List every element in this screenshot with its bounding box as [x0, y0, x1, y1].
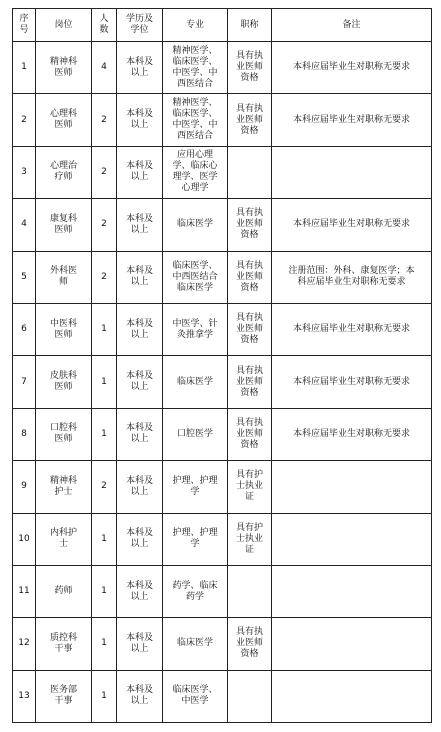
- cell-notes: 本科应届毕业生对职称无要求: [272, 356, 432, 408]
- cell-count: 2: [92, 461, 117, 513]
- cell-position: 精神科 医师: [36, 42, 92, 94]
- header-row: [13, 9, 432, 42]
- cell-title: 具有执 业医师 资格: [228, 94, 272, 146]
- cell-no: 5: [13, 251, 36, 303]
- cell-education: 本科及 以上: [117, 618, 163, 670]
- recruitment-table: [12, 8, 432, 723]
- cell-title: 具有执 业医师 资格: [228, 303, 272, 355]
- cell-count: 1: [92, 408, 117, 460]
- header-position: 岗位: [36, 9, 92, 42]
- table-row: [13, 199, 432, 251]
- cell-education: 本科及 以上: [117, 565, 163, 617]
- cell-position: 内科护 士: [36, 513, 92, 565]
- cell-position: 皮肤科 医师: [36, 356, 92, 408]
- cell-position: 中医科 医师: [36, 303, 92, 355]
- table-row: [13, 670, 432, 722]
- cell-title: 具有护 士执业 证: [228, 513, 272, 565]
- cell-notes: [272, 565, 432, 617]
- cell-major: 精神医学、 临床医学、 中医学、中 西医结合: [163, 42, 228, 94]
- cell-position: 心理科 医师: [36, 94, 92, 146]
- cell-title: 具有执 业医师 资格: [228, 199, 272, 251]
- cell-no: 7: [13, 356, 36, 408]
- cell-title: 具有执 业医师 资格: [228, 42, 272, 94]
- cell-education: 本科及 以上: [117, 94, 163, 146]
- cell-count: 2: [92, 94, 117, 146]
- table-row: [13, 618, 432, 670]
- header-title: 职称: [228, 9, 272, 42]
- cell-no: 2: [13, 94, 36, 146]
- cell-count: 2: [92, 251, 117, 303]
- cell-education: 本科及 以上: [117, 303, 163, 355]
- cell-notes: 本科应届毕业生对职称无要求: [272, 408, 432, 460]
- cell-major: 护理、护理 学: [163, 513, 228, 565]
- cell-notes: 注册范围：外科、康复医学；本 科应届毕业生对职称无要求: [272, 251, 432, 303]
- cell-education: 本科及 以上: [117, 146, 163, 198]
- cell-notes: [272, 618, 432, 670]
- cell-education: 本科及 以上: [117, 356, 163, 408]
- header-count: 人 数: [92, 9, 117, 42]
- cell-education: 本科及 以上: [117, 408, 163, 460]
- cell-major: 精神医学、 临床医学、 中医学、中 西医结合: [163, 94, 228, 146]
- cell-notes: [272, 670, 432, 722]
- cell-major: 口腔医学: [163, 408, 228, 460]
- table-body: [13, 42, 432, 723]
- table-row: [13, 303, 432, 355]
- cell-title: 具有执 业医师 资格: [228, 356, 272, 408]
- header-education: 学历及 学位: [117, 9, 163, 42]
- cell-count: 1: [92, 303, 117, 355]
- cell-title: 具有执 业医师 资格: [228, 618, 272, 670]
- cell-major: 应用心理 学、临床心 理学、医学 心理学: [163, 146, 228, 198]
- cell-count: 1: [92, 670, 117, 722]
- cell-count: 4: [92, 42, 117, 94]
- cell-education: 本科及 以上: [117, 251, 163, 303]
- cell-education: 本科及 以上: [117, 199, 163, 251]
- cell-education: 本科及 以上: [117, 42, 163, 94]
- cell-count: 2: [92, 199, 117, 251]
- cell-no: 8: [13, 408, 36, 460]
- cell-education: 本科及 以上: [117, 670, 163, 722]
- cell-notes: 本科应届毕业生对职称无要求: [272, 199, 432, 251]
- cell-title: [228, 670, 272, 722]
- cell-major: 护理、护理 学: [163, 461, 228, 513]
- cell-no: 3: [13, 146, 36, 198]
- cell-notes: [272, 146, 432, 198]
- cell-no: 11: [13, 565, 36, 617]
- cell-position: 药师: [36, 565, 92, 617]
- cell-position: 精神科 护士: [36, 461, 92, 513]
- table-row: [13, 408, 432, 460]
- table-row: [13, 146, 432, 198]
- cell-position: 口腔科 医师: [36, 408, 92, 460]
- table-row: [13, 513, 432, 565]
- cell-notes: [272, 461, 432, 513]
- table-row: [13, 94, 432, 146]
- cell-major: 临床医学: [163, 199, 228, 251]
- cell-no: 10: [13, 513, 36, 565]
- cell-education: 本科及 以上: [117, 513, 163, 565]
- cell-no: 13: [13, 670, 36, 722]
- cell-count: 1: [92, 565, 117, 617]
- table-row: [13, 251, 432, 303]
- cell-notes: [272, 513, 432, 565]
- cell-title: 具有护 士执业 证: [228, 461, 272, 513]
- cell-position: 外科医 师: [36, 251, 92, 303]
- cell-notes: 本科应届毕业生对职称无要求: [272, 94, 432, 146]
- cell-title: [228, 565, 272, 617]
- header-major: 专业: [163, 9, 228, 42]
- cell-no: 6: [13, 303, 36, 355]
- header-notes: 备注: [272, 9, 432, 42]
- cell-count: 1: [92, 513, 117, 565]
- table-row: [13, 356, 432, 408]
- cell-major: 药学、临床 药学: [163, 565, 228, 617]
- cell-title: [228, 146, 272, 198]
- cell-education: 本科及 以上: [117, 461, 163, 513]
- cell-major: 临床医学: [163, 356, 228, 408]
- cell-notes: 本科应届毕业生对职称无要求: [272, 303, 432, 355]
- cell-title: 具有执 业医师 资格: [228, 408, 272, 460]
- cell-position: 心理治 疗师: [36, 146, 92, 198]
- cell-major: 临床医学: [163, 618, 228, 670]
- cell-major: 临床医学、 中医学: [163, 670, 228, 722]
- table-row: [13, 42, 432, 94]
- cell-no: 4: [13, 199, 36, 251]
- cell-position: 质控科 干事: [36, 618, 92, 670]
- cell-no: 1: [13, 42, 36, 94]
- cell-count: 2: [92, 146, 117, 198]
- cell-major: 中医学、针 灸推拿学: [163, 303, 228, 355]
- table-row: [13, 461, 432, 513]
- cell-title: 具有执 业医师 资格: [228, 251, 272, 303]
- cell-major: 临床医学、 中西医结合 临床医学: [163, 251, 228, 303]
- cell-count: 1: [92, 618, 117, 670]
- header-no: 序 号: [13, 9, 36, 42]
- cell-count: 1: [92, 356, 117, 408]
- cell-no: 9: [13, 461, 36, 513]
- table-row: [13, 565, 432, 617]
- cell-position: 医务部 干事: [36, 670, 92, 722]
- cell-position: 康复科 医师: [36, 199, 92, 251]
- cell-no: 12: [13, 618, 36, 670]
- cell-notes: 本科应届毕业生对职称无要求: [272, 42, 432, 94]
